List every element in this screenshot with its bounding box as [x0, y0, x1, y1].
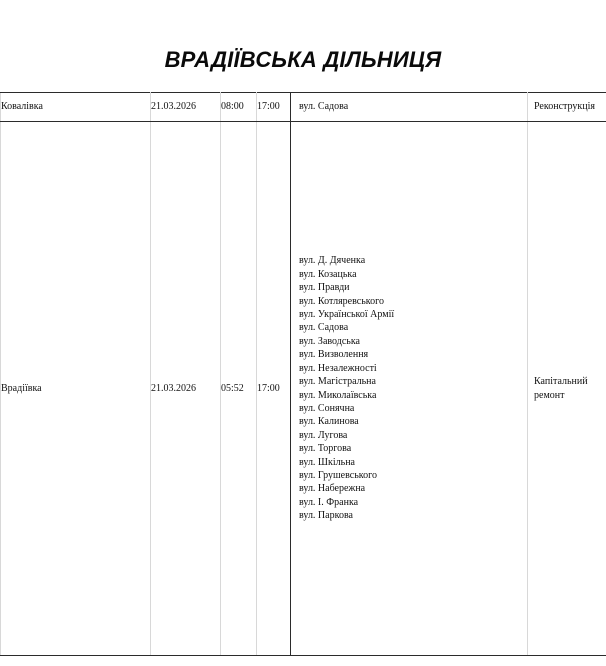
street-list	[291, 254, 527, 522]
reason-line-1: Капітальний	[534, 376, 588, 388]
cell-time-to: 17:00	[257, 122, 291, 656]
reason-line-2: ремонт	[534, 389, 565, 401]
street-item: вул. Грушевського	[299, 469, 377, 481]
street-item: вул. Української Армії	[299, 309, 395, 321]
street-item: вул. Шкільна	[299, 456, 355, 468]
cell-streets	[291, 122, 528, 656]
reason-text: Реконструкція	[534, 101, 595, 113]
street-item: вул. Д. Дяченка	[299, 255, 366, 267]
street-item: вул. Паркова	[299, 510, 353, 522]
street-item: вул. Котляревського	[299, 295, 384, 307]
street-item: вул. Заводська	[299, 335, 360, 347]
cell-streets	[291, 93, 528, 122]
cell-date: 21.03.2026	[151, 122, 221, 656]
street-item: вул. Лугова	[299, 429, 348, 441]
street-item: вул. І. Франка	[299, 496, 359, 508]
cell-time-from: 08:00	[221, 93, 257, 122]
reason-text	[528, 375, 606, 402]
street-item: вул. Набережна	[299, 483, 366, 495]
street-list	[291, 100, 527, 113]
cell-settlement: Врадіївка	[1, 122, 151, 656]
page-title: ВРАДІЇВСЬКА ДІЛЬНИЦЯ	[164, 47, 442, 72]
cell-reason	[528, 93, 606, 122]
street-item: вул. Магістральна	[299, 376, 376, 388]
street-item: вул. Торгова	[299, 443, 352, 455]
street-item: вул. Сонячна	[299, 402, 355, 414]
street-item: вул. Калинова	[299, 416, 359, 428]
table-row	[1, 122, 606, 656]
cell-time-from: 05:52	[221, 122, 257, 656]
street-item: вул. Миколаївська	[299, 389, 377, 401]
street-item: вул. Визволення	[299, 349, 369, 361]
cell-time-to: 17:00	[257, 93, 291, 122]
cell-reason	[528, 122, 606, 656]
street-item: вул. Садова	[299, 101, 349, 113]
cell-settlement: Ковалівка	[1, 93, 151, 122]
table-row	[1, 93, 606, 122]
cell-date: 21.03.2026	[151, 93, 221, 122]
street-item: вул. Незалежності	[299, 362, 377, 374]
street-item: вул. Садова	[299, 322, 349, 334]
street-item: вул. Правди	[299, 282, 350, 294]
street-item: вул. Козацька	[299, 268, 357, 280]
outage-schedule-table	[0, 92, 606, 656]
